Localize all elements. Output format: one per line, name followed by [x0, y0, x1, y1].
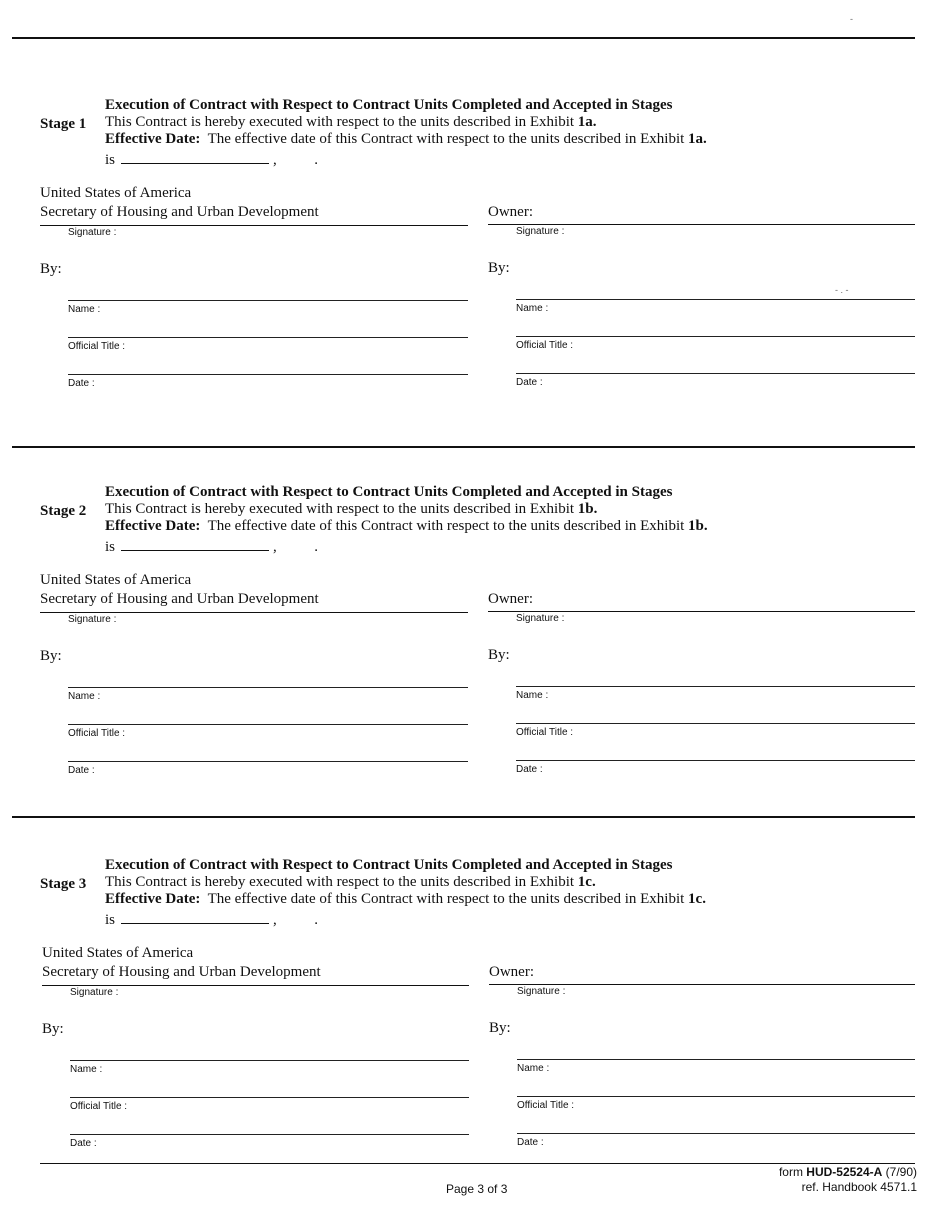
effective-date-label: Effective Date: — [105, 131, 201, 147]
owner-name-label: Name : — [516, 690, 549, 701]
form-number-line: form HUD-52524-A (7/90) — [778, 1165, 917, 1179]
gov-name-label: Name : — [68, 304, 101, 315]
owner-name-label: Name : — [516, 303, 549, 314]
exhibit-ref: 1b. — [577, 501, 598, 517]
gov-signature-line[interactable] — [40, 612, 468, 613]
owner-signature-line[interactable] — [488, 611, 915, 612]
stage-divider — [12, 816, 915, 818]
gov-title-label: Official Title : — [68, 728, 126, 739]
page-number: Page 3 of 3 — [446, 1182, 508, 1196]
executed-statement: This Contract is hereby executed with respect to the units described in Exhibit 1a. — [105, 114, 597, 130]
gov-name-label: Name : — [70, 1064, 103, 1075]
owner-by-label: By: — [489, 1020, 511, 1036]
gov-party-line1: United States of America — [40, 572, 192, 588]
exhibit-ref: 1a. — [688, 131, 707, 147]
gov-title-line[interactable] — [68, 724, 468, 725]
owner-signature-label: Signature : — [516, 613, 565, 624]
gov-date-line[interactable] — [70, 1134, 469, 1135]
gov-by-label: By: — [40, 261, 62, 277]
gov-title-label: Official Title : — [68, 341, 126, 352]
gov-by-label: By: — [40, 648, 62, 664]
gov-signature-label: Signature : — [68, 227, 117, 238]
owner-title-label: Official Title : — [516, 340, 574, 351]
scan-speck: - — [850, 14, 853, 24]
effective-date-field[interactable] — [121, 538, 269, 551]
owner-title-line[interactable] — [516, 336, 915, 337]
owner-date-label: Date : — [516, 377, 543, 388]
effective-date-statement: Effective Date: The effective date of this Contract with respect to the units described in Exhibit 1b. — [105, 518, 708, 534]
gov-name-line[interactable] — [70, 1060, 469, 1061]
stage-3-section — [0, 857, 950, 1197]
owner-title-label: Official Title : — [517, 1100, 575, 1111]
owner-date-label: Date : — [516, 764, 543, 775]
owner-name-line[interactable] — [517, 1059, 915, 1060]
owner-name-line[interactable] — [516, 686, 915, 687]
gov-party-line1: United States of America — [42, 945, 194, 961]
gov-party-line2: Secretary of Housing and Urban Development — [42, 964, 321, 980]
owner-date-line[interactable] — [516, 760, 915, 761]
owner-by-label: By: — [488, 260, 510, 276]
effective-date-field[interactable] — [121, 911, 269, 924]
effective-date-row: is , . — [105, 152, 319, 168]
stage-heading: Execution of Contract with Respect to Contract Units Completed and Accepted in Stages — [105, 97, 673, 113]
owner-signature-label: Signature : — [517, 986, 566, 997]
owner-date-label: Date : — [517, 1137, 544, 1148]
owner-label: Owner: — [489, 964, 534, 980]
form-number: HUD-52524-A — [806, 1165, 883, 1179]
effective-date-field[interactable] — [121, 151, 269, 164]
gov-date-line[interactable] — [68, 761, 468, 762]
gov-party-line2: Secretary of Housing and Urban Development — [40, 591, 319, 607]
exhibit-ref: 1b. — [688, 518, 708, 534]
gov-signature-label: Signature : — [68, 614, 117, 625]
executed-statement: This Contract is hereby executed with respect to the units described in Exhibit 1b. — [105, 501, 598, 517]
handbook-reference: ref. Handbook 4571.1 — [801, 1180, 917, 1194]
owner-title-line[interactable] — [517, 1096, 915, 1097]
effective-date-row: is , . — [105, 539, 319, 555]
exhibit-ref: 1c. — [577, 874, 596, 890]
bottom-divider — [40, 1163, 915, 1164]
gov-name-line[interactable] — [68, 300, 468, 301]
gov-name-label: Name : — [68, 691, 101, 702]
gov-title-line[interactable] — [70, 1097, 469, 1098]
stage-heading: Execution of Contract with Respect to Contract Units Completed and Accepted in Stages — [105, 484, 673, 500]
owner-by-label: By: — [488, 647, 510, 663]
gov-date-label: Date : — [70, 1138, 97, 1149]
owner-signature-line[interactable] — [489, 984, 915, 985]
owner-title-label: Official Title : — [516, 727, 574, 738]
stage-1-section — [0, 97, 950, 437]
gov-party-line1: United States of America — [40, 185, 192, 201]
gov-date-line[interactable] — [68, 374, 468, 375]
stage-heading: Execution of Contract with Respect to Contract Units Completed and Accepted in Stages — [105, 857, 673, 873]
effective-date-statement: Effective Date: The effective date of this Contract with respect to the units described in Exhibit 1a. — [105, 131, 707, 147]
effective-date-label: Effective Date: — [105, 518, 201, 534]
effective-date-statement: Effective Date: The effective date of this Contract with respect to the units described in Exhibit 1c. — [105, 891, 706, 907]
form-reference — [779, 1165, 917, 1195]
gov-title-line[interactable] — [68, 337, 468, 338]
gov-signature-line[interactable] — [42, 985, 469, 986]
gov-title-label: Official Title : — [70, 1101, 128, 1112]
owner-label: Owner: — [488, 591, 533, 607]
stage-label: Stage 2 — [40, 503, 87, 519]
owner-name-label: Name : — [517, 1063, 550, 1074]
exhibit-ref: 1a. — [577, 114, 597, 130]
owner-date-line[interactable] — [517, 1133, 915, 1134]
gov-name-line[interactable] — [68, 687, 468, 688]
owner-date-line[interactable] — [516, 373, 915, 374]
gov-by-label: By: — [42, 1021, 64, 1037]
gov-party-line2: Secretary of Housing and Urban Development — [40, 204, 319, 220]
effective-date-row: is , . — [105, 912, 319, 928]
owner-signature-label: Signature : — [516, 226, 565, 237]
stage-label: Stage 3 — [40, 876, 87, 892]
stage-divider — [12, 446, 915, 448]
stage-label: Stage 1 — [40, 116, 87, 132]
gov-signature-label: Signature : — [70, 987, 119, 998]
gov-signature-line[interactable] — [40, 225, 468, 226]
owner-title-line[interactable] — [516, 723, 915, 724]
owner-signature-line[interactable] — [488, 224, 915, 225]
effective-date-label: Effective Date: — [105, 891, 201, 907]
executed-statement: This Contract is hereby executed with respect to the units described in Exhibit 1c. — [105, 874, 596, 890]
top-divider — [12, 37, 915, 39]
scan-speck: - . - — [835, 285, 849, 295]
owner-label: Owner: — [488, 204, 533, 220]
owner-name-line[interactable] — [516, 299, 915, 300]
gov-date-label: Date : — [68, 765, 95, 776]
exhibit-ref: 1c. — [688, 891, 706, 907]
stage-2-section — [0, 484, 950, 824]
gov-date-label: Date : — [68, 378, 95, 389]
